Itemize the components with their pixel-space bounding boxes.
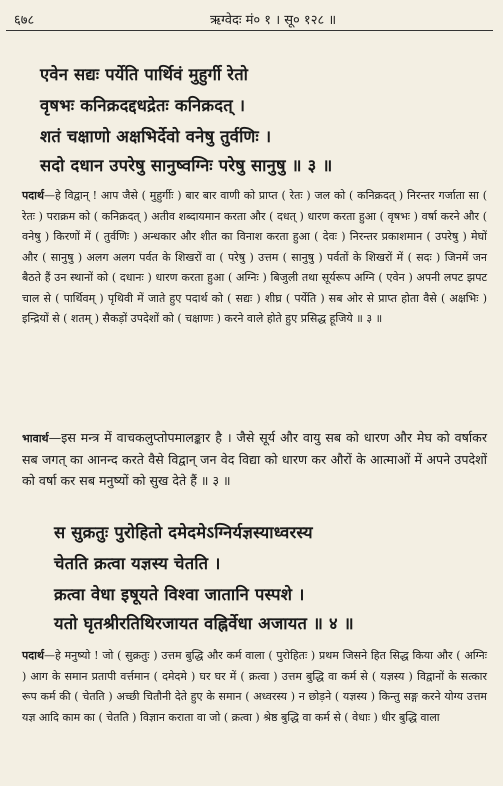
mantra-1-line-1: एवेन सद्यः पर्येति पार्थिवं मुहुर्गी रेतो [40,65,249,84]
bhavartha-1-lead: भावार्थ [22,432,49,445]
padartha-2-text: —हे मनुष्यो ! जो ( सुक्रतुः ) उत्तम बुद्धि और कर्म वाला ( पुरोहितः ) प्रथम जिसने हित सिद्ध किया और ( अग्निः ) आग के समान प्रतापी वर्त्तमान ( दमेदमे ) घर घर में ( क्रत्वा ) उत्तम बुद्धि वा कर्म से ( यज्ञस्य ) विद्वानों के सत्कार रूप कर्म की ( चेतति ) अच्छी चितौनी देते हुए के समान ( अध्वरस्य ) न छोड़ने ( यज्ञस्य ) किन्तु सङ्ग करने योग्य उत्तम यज्ञ आदि काम का ( चेतति ) विज्ञान कराता वा जो ( क्रत्वा ) श्रेष्ठ बुद्धि वा कर्म से ( वेधाः ) धीर बुद्धि वाला [22,649,487,724]
padartha-1-text: —हे विद्वान् ! आप जैसे ( मुहुर्गीः ) बार बार वाणी को प्राप्त ( रेतः ) जल को ( कनिक्रदत् ) निरन्तर गर्जाता सा ( रेतः ) पराक्रम को ( कनिक्रदत् ) अतीव शब्दायमान करता और ( दधत् ) धारण करता हुआ ( वृषभः ) वर्षा करने और ( वनेषु ) किरणों में ( तुर्वणिः ) अन्धकार और शीत का विनाश करता हुआ ( देवः ) निरन्तर प्रकाशमान ( उपरेषु ) मेघों और ( सानुषु ) अलग अलग पर्वत के शिखरों वा ( परेषु ) उत्तम ( सानुषु ) पर्वतों के शिखरों में ( सदः ) जिनमें जन बैठते हैं उन स्थानों को ( दधानः ) धारण करता हुआ ( अग्निः ) बिजुली तथा सूर्यरूप अग्नि ( एवेन ) अपनी लपट झपट चाल से ( पार्थिवम् ) पृथिवी में जाते हुए पदार्थ को ( सद्यः ) शीघ्र ( पर्येति ) सब ओर से प्राप्त होता वैसे ( अक्षभिः ) इन्द्रियों से ( शतम् ) सैकड़ों उपदेशों को ( चक्षाणः ) करने वाले होते हुए प्रसिद्ध हूजिये ॥ ३ ॥ [22,189,487,325]
mantra-2-line-2: चेतति क्रत्वा यज्ञस्य चेतति । [54,554,221,573]
padartha-1 [22,186,487,330]
running-title: ऋग्वेदः मं० १ । सू० १२८ ॥ [210,13,337,28]
mantra-2-line-3: क्रत्वा वेधा इषूयते विश्वा जातानि पस्पशे । [54,585,305,604]
mantra-2-line-1: स सुक्रतुः पुरोहितो दमेदमेऽग्निर्यज्ञस्याध्वरस्य [54,523,313,542]
mantra-1-line-2: वृषभः कनिक्रदद्दधद्रेतः कनिक्रदत् । [40,96,246,115]
header-rule [6,30,493,31]
mantra-1-line-3: शतं चक्षाणो अक्षभिर्देवो वनेषु तुर्वणिः । [40,127,272,146]
mantra-2-line-4: यतो घृतश्रीरतिथिरजायत वह्निर्वेधा अजायत ॥ ४ ॥ [54,614,354,633]
mantra-1-line-4: सदो दधान उपरेषु सानुष्वग्निः परेषु सानुषु ॥ ३ ॥ [40,156,333,175]
page-number: ६७८ [14,13,35,28]
bhavartha-1-text: —इस मन्त्र में वाचकलुप्तोपमालङ्कार है । जैसे सूर्य और वायु सब को धारण और मेघ को वर्षाकर सब जगत् का आनन्द करते वैसे विद्वान् जन वेद विद्या को धारण कर औरों के आत्माओं में अपने उपदेशों को वर्षा कर सब मनुष्यों को सुख देते हैं ॥ ३ ॥ [22,430,487,488]
page-header [10,8,493,28]
padartha-2-lead: पदार्थ [22,649,44,662]
padartha-1-lead: पदार्थ [22,189,44,202]
bhavartha-1 [22,427,487,491]
padartha-2 [22,646,487,728]
